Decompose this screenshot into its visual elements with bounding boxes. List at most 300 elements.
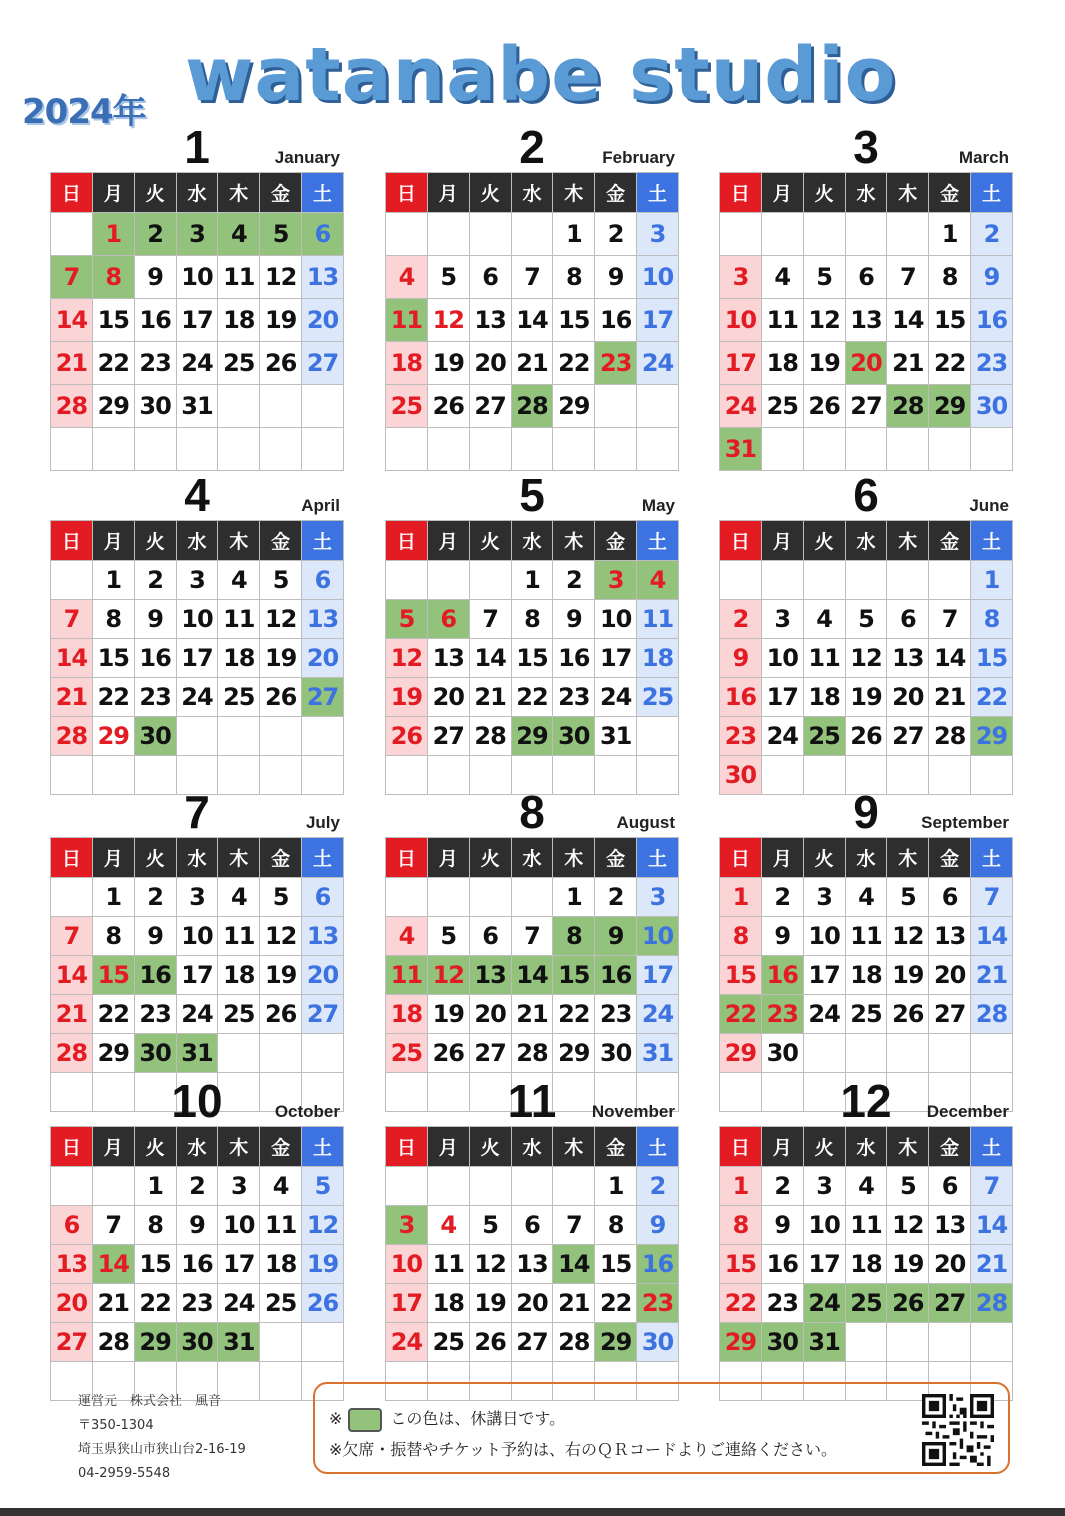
- weekday-header: 土: [637, 173, 679, 213]
- day-cell: 3: [803, 878, 845, 917]
- day-cell: 15: [92, 639, 134, 678]
- weekday-header: 火: [134, 1127, 176, 1167]
- day-cell: 23: [720, 717, 762, 756]
- day-cell: 6: [302, 561, 344, 600]
- week-row: [720, 299, 1013, 342]
- weekday-header: 水: [511, 1127, 553, 1167]
- day-cell: 8: [929, 256, 971, 299]
- day-cell: 21: [971, 956, 1013, 995]
- weekday-header: 金: [929, 173, 971, 213]
- day-cell: 13: [929, 917, 971, 956]
- day-cell: 20: [469, 342, 511, 385]
- weekday-header: 火: [803, 1127, 845, 1167]
- week-row: [386, 561, 679, 600]
- day-cell: 12: [803, 299, 845, 342]
- weekday-header: 木: [218, 838, 260, 878]
- address: 埼玉県狭山市狭山台2-16-19: [78, 1442, 246, 1457]
- month-number: 11: [507, 1075, 557, 1127]
- day-cell: 22: [595, 1284, 637, 1323]
- day-cell: 27: [887, 717, 929, 756]
- day-cell: 23: [553, 678, 595, 717]
- day-cell: 20: [302, 639, 344, 678]
- day-cell: 12: [887, 917, 929, 956]
- weekday-header: 金: [929, 838, 971, 878]
- day-cell: 25: [637, 678, 679, 717]
- day-cell: 13: [929, 1206, 971, 1245]
- day-cell: 3: [176, 878, 218, 917]
- day-cell: 14: [51, 299, 93, 342]
- day-cell: 2: [134, 561, 176, 600]
- month-name: December: [926, 1102, 1009, 1121]
- empty-cell: [595, 428, 637, 471]
- day-cell: 1: [595, 1167, 637, 1206]
- day-cell: 6: [427, 600, 469, 639]
- day-cell: 24: [176, 678, 218, 717]
- day-cell: 19: [845, 678, 887, 717]
- weekday-header: 金: [260, 173, 302, 213]
- day-cell: 9: [176, 1206, 218, 1245]
- day-cell: 27: [511, 1323, 553, 1362]
- day-cell: 29: [720, 1323, 762, 1362]
- day-cell: 1: [92, 561, 134, 600]
- day-cell: 29: [595, 1323, 637, 1362]
- month-table: [50, 1126, 344, 1401]
- day-cell: 16: [720, 678, 762, 717]
- day-cell: 21: [92, 1284, 134, 1323]
- day-cell: 31: [176, 385, 218, 428]
- empty-cell: [469, 1167, 511, 1206]
- weekday-header: 水: [845, 521, 887, 561]
- weekday-header: 水: [176, 838, 218, 878]
- weekday-header: 金: [929, 521, 971, 561]
- month-header: [385, 469, 679, 521]
- empty-cell: [595, 385, 637, 428]
- day-cell: 11: [845, 917, 887, 956]
- empty-cell: [469, 213, 511, 256]
- day-cell: 27: [51, 1323, 93, 1362]
- day-cell: 7: [51, 256, 93, 299]
- day-cell: 12: [469, 1245, 511, 1284]
- empty-cell: [887, 1323, 929, 1362]
- day-cell: 4: [260, 1167, 302, 1206]
- week-row: [720, 917, 1013, 956]
- week-row: [51, 1206, 344, 1245]
- weekday-header: 月: [761, 521, 803, 561]
- day-cell: 24: [637, 995, 679, 1034]
- day-cell: 5: [260, 213, 302, 256]
- week-row: [720, 1284, 1013, 1323]
- day-cell: 30: [761, 1034, 803, 1073]
- weekday-header: 木: [553, 173, 595, 213]
- week-row: [720, 1167, 1013, 1206]
- month-table: [50, 520, 344, 795]
- day-cell: 18: [386, 995, 428, 1034]
- day-cell: 10: [176, 256, 218, 299]
- month-header: [385, 1075, 679, 1127]
- day-cell: 1: [553, 213, 595, 256]
- day-cell: 11: [803, 639, 845, 678]
- empty-cell: [469, 428, 511, 471]
- day-cell: 21: [51, 342, 93, 385]
- day-cell: 29: [553, 1034, 595, 1073]
- postal-code: 〒350-1304: [78, 1418, 154, 1433]
- day-cell: 30: [971, 385, 1013, 428]
- day-cell: 23: [761, 995, 803, 1034]
- day-cell: 14: [92, 1245, 134, 1284]
- empty-cell: [929, 428, 971, 471]
- day-cell: 3: [803, 1167, 845, 1206]
- week-row: [720, 256, 1013, 299]
- empty-cell: [218, 1034, 260, 1073]
- day-cell: 4: [427, 1206, 469, 1245]
- weekday-header: 金: [595, 838, 637, 878]
- weekday-header: 木: [887, 1127, 929, 1167]
- month-header: [719, 1075, 1013, 1127]
- day-cell: 21: [929, 678, 971, 717]
- day-cell: 10: [386, 1245, 428, 1284]
- day-cell: 21: [511, 342, 553, 385]
- day-cell: 6: [469, 256, 511, 299]
- day-cell: 10: [720, 299, 762, 342]
- day-cell: 28: [51, 385, 93, 428]
- day-cell: 20: [427, 678, 469, 717]
- day-cell: 10: [637, 917, 679, 956]
- day-cell: 8: [553, 256, 595, 299]
- empty-cell: [260, 428, 302, 471]
- day-cell: 22: [92, 342, 134, 385]
- empty-cell: [761, 213, 803, 256]
- day-cell: 24: [637, 342, 679, 385]
- day-cell: 17: [720, 342, 762, 385]
- day-cell: 16: [761, 1245, 803, 1284]
- weekday-header: 木: [218, 173, 260, 213]
- day-cell: 11: [218, 256, 260, 299]
- weekday-header: 金: [260, 838, 302, 878]
- day-cell: 28: [92, 1323, 134, 1362]
- day-cell: 19: [260, 956, 302, 995]
- day-cell: 30: [595, 1034, 637, 1073]
- empty-cell: [469, 561, 511, 600]
- day-cell: 16: [134, 639, 176, 678]
- empty-cell: [761, 561, 803, 600]
- week-row: [720, 995, 1013, 1034]
- phone-number: 04-2959-5548: [78, 1466, 171, 1481]
- weekday-header: 木: [887, 173, 929, 213]
- day-cell: 27: [302, 342, 344, 385]
- week-row: [51, 342, 344, 385]
- day-cell: 27: [929, 1284, 971, 1323]
- day-cell: 7: [51, 600, 93, 639]
- day-cell: 16: [761, 956, 803, 995]
- weekday-header: 日: [386, 521, 428, 561]
- day-cell: 22: [92, 995, 134, 1034]
- closed-color-swatch: [348, 1408, 382, 1432]
- day-cell: 3: [386, 1206, 428, 1245]
- day-cell: 5: [386, 600, 428, 639]
- day-cell: 3: [176, 561, 218, 600]
- day-cell: 5: [887, 878, 929, 917]
- week-row: [51, 561, 344, 600]
- day-cell: 7: [469, 600, 511, 639]
- bottom-bar: [0, 1508, 1065, 1516]
- empty-cell: [637, 428, 679, 471]
- empty-cell: [386, 878, 428, 917]
- day-cell: 18: [845, 956, 887, 995]
- month-calendar: [50, 1075, 344, 1401]
- day-cell: 2: [761, 878, 803, 917]
- weekday-header: 火: [134, 173, 176, 213]
- empty-cell: [260, 717, 302, 756]
- day-cell: 17: [176, 639, 218, 678]
- empty-cell: [260, 1034, 302, 1073]
- day-cell: 29: [720, 1034, 762, 1073]
- day-cell: 22: [553, 995, 595, 1034]
- month-number: 2: [519, 121, 545, 173]
- day-cell: 1: [720, 1167, 762, 1206]
- week-row: [386, 256, 679, 299]
- day-cell: 11: [218, 917, 260, 956]
- day-cell: 22: [92, 678, 134, 717]
- empty-cell: [51, 428, 93, 471]
- day-cell: 26: [427, 385, 469, 428]
- day-cell: 21: [51, 995, 93, 1034]
- month-calendar: [50, 786, 344, 1112]
- day-cell: 9: [637, 1206, 679, 1245]
- day-cell: 19: [302, 1245, 344, 1284]
- qr-code-icon[interactable]: [922, 1394, 994, 1466]
- day-cell: 5: [427, 917, 469, 956]
- day-cell: 24: [176, 342, 218, 385]
- week-row: [386, 1284, 679, 1323]
- day-cell: 4: [803, 600, 845, 639]
- day-cell: 27: [929, 995, 971, 1034]
- empty-cell: [427, 878, 469, 917]
- day-cell: 7: [553, 1206, 595, 1245]
- week-row: [720, 878, 1013, 917]
- day-cell: 6: [845, 256, 887, 299]
- day-cell: 20: [51, 1284, 93, 1323]
- day-cell: 18: [218, 639, 260, 678]
- year-label: 2024年: [22, 92, 146, 132]
- day-cell: 19: [260, 639, 302, 678]
- weekday-header: 土: [971, 1127, 1013, 1167]
- day-cell: 13: [845, 299, 887, 342]
- day-cell: 7: [92, 1206, 134, 1245]
- week-row: [720, 1034, 1013, 1073]
- week-row: [51, 917, 344, 956]
- week-row: [386, 1245, 679, 1284]
- day-cell: 4: [845, 1167, 887, 1206]
- month-name: March: [958, 148, 1009, 167]
- weekday-header: 木: [218, 1127, 260, 1167]
- week-row: [386, 1167, 679, 1206]
- day-cell: 28: [887, 385, 929, 428]
- day-cell: 16: [134, 956, 176, 995]
- day-cell: 31: [595, 717, 637, 756]
- weekday-header: 月: [761, 838, 803, 878]
- month-name: May: [641, 496, 675, 515]
- weekday-header: 火: [134, 521, 176, 561]
- day-cell: 28: [971, 995, 1013, 1034]
- day-cell: 6: [302, 878, 344, 917]
- day-cell: 23: [637, 1284, 679, 1323]
- weekday-header: 火: [803, 173, 845, 213]
- day-cell: 16: [971, 299, 1013, 342]
- day-cell: 2: [720, 600, 762, 639]
- day-cell: 15: [595, 1245, 637, 1284]
- month-name: April: [301, 496, 340, 515]
- day-cell: 10: [176, 600, 218, 639]
- day-cell: 26: [260, 342, 302, 385]
- day-cell: 4: [218, 561, 260, 600]
- weekday-header: 土: [302, 521, 344, 561]
- day-cell: 31: [176, 1034, 218, 1073]
- day-cell: 7: [971, 878, 1013, 917]
- month-header: [719, 786, 1013, 838]
- day-cell: 12: [302, 1206, 344, 1245]
- empty-cell: [887, 1034, 929, 1073]
- empty-cell: [386, 213, 428, 256]
- day-cell: 8: [92, 256, 134, 299]
- empty-cell: [553, 1167, 595, 1206]
- month-table: [385, 837, 679, 1112]
- day-cell: 15: [511, 639, 553, 678]
- weekday-header: 日: [720, 1127, 762, 1167]
- month-table: [50, 172, 344, 471]
- empty-cell: [386, 428, 428, 471]
- day-cell: 17: [176, 299, 218, 342]
- day-cell: 24: [595, 678, 637, 717]
- day-cell: 25: [386, 1034, 428, 1073]
- month-header: [719, 121, 1013, 173]
- weekday-header: 水: [176, 173, 218, 213]
- day-cell: 19: [887, 1245, 929, 1284]
- day-cell: 25: [803, 717, 845, 756]
- week-row: [51, 428, 344, 471]
- empty-cell: [302, 717, 344, 756]
- day-cell: 14: [469, 639, 511, 678]
- day-cell: 8: [720, 1206, 762, 1245]
- empty-cell: [511, 878, 553, 917]
- weekday-header: 水: [845, 173, 887, 213]
- weekday-header: 月: [427, 521, 469, 561]
- weekday-header: 土: [302, 173, 344, 213]
- week-row: [51, 256, 344, 299]
- empty-cell: [176, 717, 218, 756]
- weekday-header: 金: [929, 1127, 971, 1167]
- day-cell: 2: [595, 878, 637, 917]
- day-cell: 16: [595, 299, 637, 342]
- day-cell: 29: [511, 717, 553, 756]
- day-cell: 28: [971, 1284, 1013, 1323]
- month-calendar: [385, 121, 679, 471]
- day-cell: 24: [761, 717, 803, 756]
- month-number: 3: [853, 121, 879, 173]
- day-cell: 4: [386, 256, 428, 299]
- month-table: [719, 172, 1013, 471]
- day-cell: 17: [761, 678, 803, 717]
- empty-cell: [427, 428, 469, 471]
- month-calendar: [385, 786, 679, 1112]
- empty-cell: [218, 428, 260, 471]
- empty-cell: [845, 1034, 887, 1073]
- day-cell: 29: [553, 385, 595, 428]
- day-cell: 27: [469, 385, 511, 428]
- month-header: [50, 121, 344, 173]
- weekday-header: 火: [469, 173, 511, 213]
- day-cell: 6: [511, 1206, 553, 1245]
- day-cell: 22: [929, 342, 971, 385]
- day-cell: 27: [427, 717, 469, 756]
- week-row: [386, 995, 679, 1034]
- month-number: 8: [519, 786, 545, 838]
- week-row: [386, 1323, 679, 1362]
- day-cell: 15: [92, 956, 134, 995]
- day-cell: 8: [511, 600, 553, 639]
- empty-cell: [971, 1323, 1013, 1362]
- weekday-header: 土: [971, 521, 1013, 561]
- month-calendar: [385, 469, 679, 795]
- day-cell: 17: [218, 1245, 260, 1284]
- month-calendar: [719, 786, 1013, 1112]
- day-cell: 4: [845, 878, 887, 917]
- day-cell: 14: [971, 1206, 1013, 1245]
- weekday-header: 金: [260, 1127, 302, 1167]
- week-row: [51, 1284, 344, 1323]
- day-cell: 23: [134, 342, 176, 385]
- day-cell: 13: [469, 956, 511, 995]
- month-table: [50, 837, 344, 1112]
- day-cell: 1: [92, 878, 134, 917]
- day-cell: 30: [553, 717, 595, 756]
- day-cell: 19: [260, 299, 302, 342]
- weekday-header: 水: [511, 173, 553, 213]
- weekday-header: 月: [92, 838, 134, 878]
- empty-cell: [511, 213, 553, 256]
- day-cell: 5: [427, 256, 469, 299]
- day-cell: 19: [469, 1284, 511, 1323]
- day-cell: 18: [803, 678, 845, 717]
- day-cell: 28: [51, 717, 93, 756]
- day-cell: 11: [218, 600, 260, 639]
- day-cell: 2: [637, 1167, 679, 1206]
- day-cell: 2: [595, 213, 637, 256]
- empty-cell: [761, 428, 803, 471]
- day-cell: 21: [469, 678, 511, 717]
- day-cell: 26: [803, 385, 845, 428]
- day-cell: 26: [887, 1284, 929, 1323]
- weekday-header: 水: [845, 1127, 887, 1167]
- week-row: [386, 878, 679, 917]
- day-cell: 4: [386, 917, 428, 956]
- day-cell: 28: [469, 717, 511, 756]
- weekday-header: 火: [469, 521, 511, 561]
- day-cell: 20: [887, 678, 929, 717]
- day-cell: 2: [971, 213, 1013, 256]
- day-cell: 25: [845, 995, 887, 1034]
- month-number: 6: [853, 469, 879, 521]
- day-cell: 12: [386, 639, 428, 678]
- week-row: [720, 385, 1013, 428]
- day-cell: 11: [637, 600, 679, 639]
- day-cell: 12: [260, 600, 302, 639]
- day-cell: 5: [302, 1167, 344, 1206]
- month-table: [719, 837, 1013, 1112]
- month-calendar: [719, 121, 1013, 471]
- day-cell: 18: [427, 1284, 469, 1323]
- day-cell: 3: [595, 561, 637, 600]
- day-cell: 4: [218, 878, 260, 917]
